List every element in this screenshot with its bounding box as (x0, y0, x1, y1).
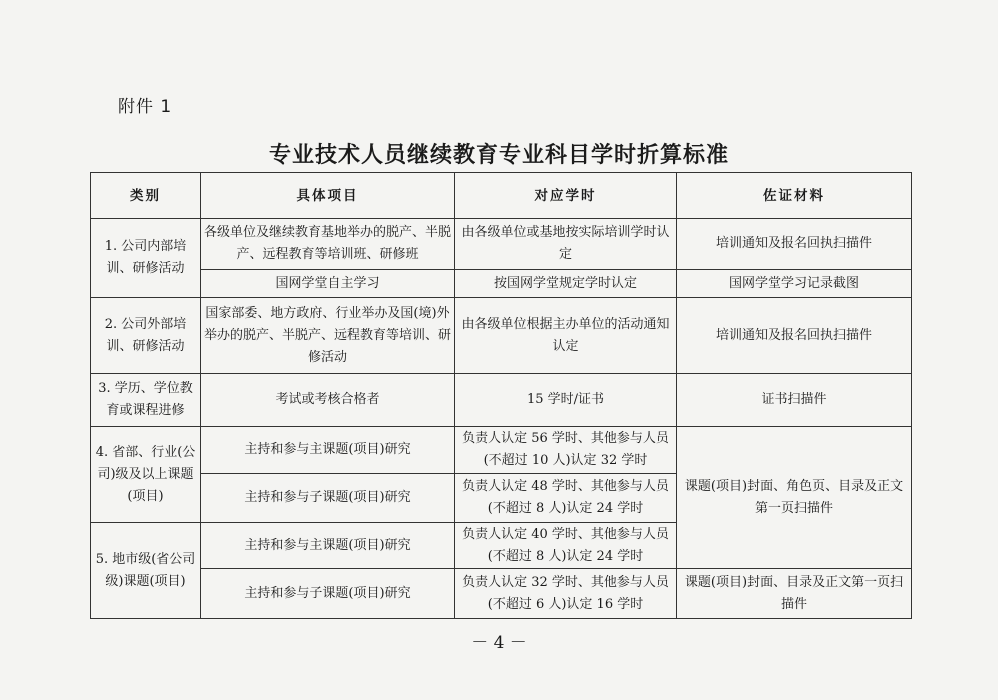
header-evidence: 佐证材料 (677, 173, 912, 219)
row1-item-b: 国网学堂自主学习 (201, 270, 455, 298)
row5-evidence-b: 课题(项目)封面、目录及正文第一页扫描件 (677, 569, 912, 619)
row3-hours: 15 学时/证书 (455, 374, 677, 427)
row4-item-a: 主持和参与主课题(项目)研究 (201, 427, 455, 474)
table-row (91, 219, 912, 270)
row5-hours-b: 负责人认定 32 学时、其他参与人员(不超过 6 人)认定 16 学时 (455, 569, 677, 619)
row3-evidence: 证书扫描件 (677, 374, 912, 427)
annex-label: 附件 1 (118, 97, 173, 117)
row4-category: 4. 省部、行业(公司)级及以上课题(项目) (91, 427, 201, 523)
row1-category: 1. 公司内部培训、研修活动 (91, 219, 201, 298)
table-row (91, 427, 912, 474)
row2-item: 国家部委、地方政府、行业举办及国(境)外举办的脱产、半脱产、远程教育等培训、研修活动 (201, 298, 455, 374)
standards-table (90, 172, 912, 619)
header-hours: 对应学时 (455, 173, 677, 219)
row2-evidence: 培训通知及报名回执扫描件 (677, 298, 912, 374)
row5-item-a: 主持和参与主课题(项目)研究 (201, 523, 455, 569)
page-number: － 4 － (471, 633, 527, 653)
row4-hours-b: 负责人认定 48 学时、其他参与人员(不超过 8 人)认定 24 学时 (455, 474, 677, 523)
row5-item-b: 主持和参与子课题(项目)研究 (201, 569, 455, 619)
row1-item-a: 各级单位及继续教育基地举办的脱产、半脱产、远程教育等培训班、研修班 (201, 219, 455, 270)
header-item: 具体项目 (201, 173, 455, 219)
row1-hours-b: 按国网学堂规定学时认定 (455, 270, 677, 298)
row4-evidence: 课题(项目)封面、角色页、目录及正文第一页扫描件 (677, 427, 912, 569)
row1-evidence-b: 国网学堂学习记录截图 (677, 270, 912, 298)
header-category: 类别 (91, 173, 201, 219)
row3-item: 考试或考核合格者 (201, 374, 455, 427)
table-header-row (91, 173, 912, 219)
row1-hours-a: 由各级单位或基地按实际培训学时认定 (455, 219, 677, 270)
row1-evidence-a: 培训通知及报名回执扫描件 (677, 219, 912, 270)
table-row (91, 298, 912, 374)
table-row (91, 569, 912, 619)
row5-category: 5. 地市级(省公司级)课题(项目) (91, 523, 201, 619)
row2-hours: 由各级单位根据主办单位的活动通知认定 (455, 298, 677, 374)
table-row (91, 374, 912, 427)
row5-hours-a: 负责人认定 40 学时、其他参与人员(不超过 8 人)认定 24 学时 (455, 523, 677, 569)
document-title: 专业技术人员继续教育专业科目学时折算标准 (268, 143, 729, 168)
row2-category: 2. 公司外部培训、研修活动 (91, 298, 201, 374)
row4-item-b: 主持和参与子课题(项目)研究 (201, 474, 455, 523)
row4-hours-a: 负责人认定 56 学时、其他参与人员(不超过 10 人)认定 32 学时 (455, 427, 677, 474)
row3-category: 3. 学历、学位教育或课程进修 (91, 374, 201, 427)
table-row (91, 270, 912, 298)
